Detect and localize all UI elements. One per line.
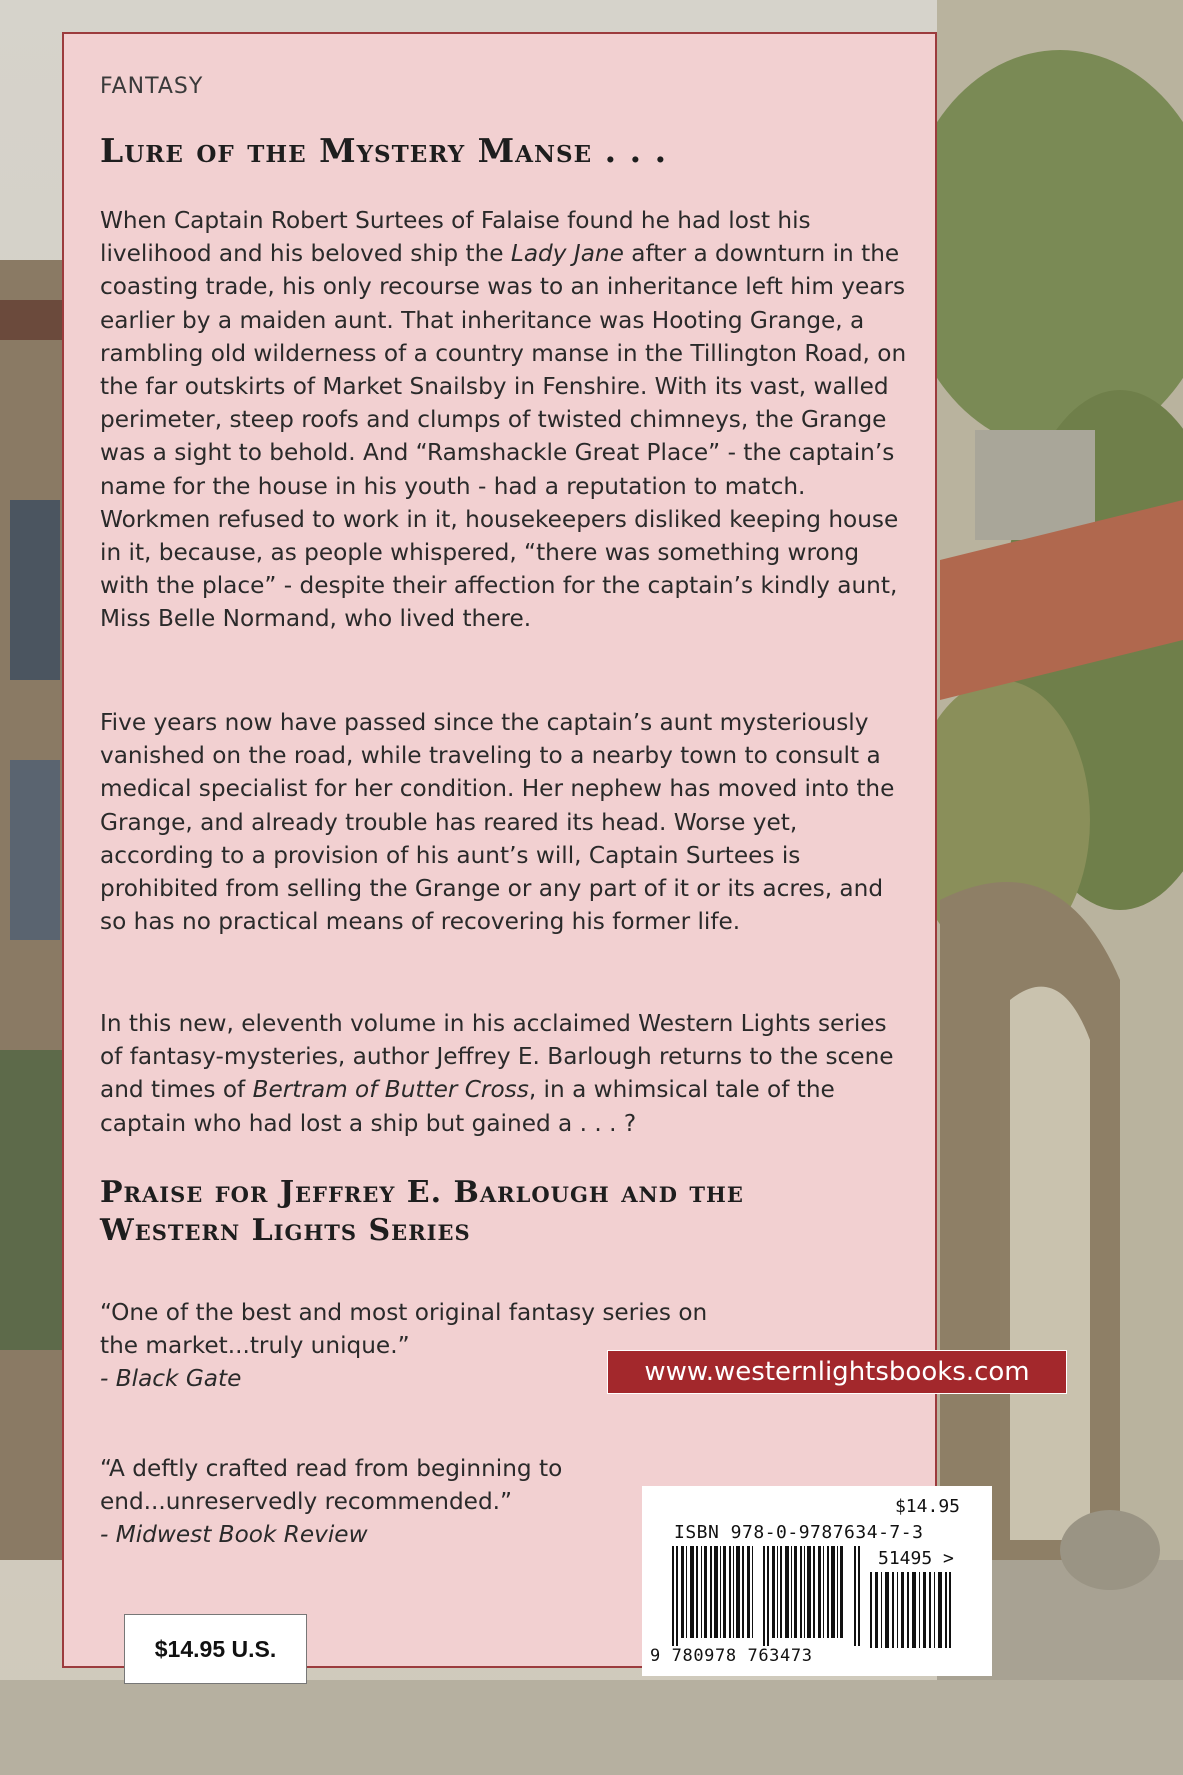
ship-name: Lady Jane [510, 240, 624, 268]
synopsis-text-a: When Captain Robert Surtees of Falaise found he had lost his livelihood and his beloved ship the [100, 207, 811, 268]
isbn-text: ISBN 978-0-9787634-7-3 [674, 1522, 924, 1543]
quote-source: - Black Gate [100, 1365, 242, 1393]
paragraph-3-text-b: , in a whimsical tale of the captain who had lost a ship but gained a . . . ? [100, 1076, 835, 1137]
quote-text: “A deftly crafted read from beginning to end...unreservedly recommended.” [100, 1455, 563, 1516]
barcode-digits: 9 780978 763473 [650, 1646, 813, 1666]
ean-barcode [672, 1546, 862, 1646]
website-banner[interactable]: www.westernlightsbooks.com [607, 1350, 1067, 1394]
paragraph-2-text: Five years now have passed since the captain’s aunt mysteriously vanished on the road, while traveling to a nearby town to consult a medical specialist for her condition. Her nephew has moved into the Grange, and already trouble has reared its head. Worse yet, according to a provision of his aunt’s will, Captain Surtees is prohibited from selling the Grange or any part of it or its acres, and so has no practical means of recovering his former life. [100, 709, 895, 936]
paragraph-3-text-a: In this new, eleventh volume in his acclaimed Western Lights series of fantasy-mysteries, author Jeffrey E. Barlough returns to the scene and times of [100, 1010, 894, 1104]
praise-heading: Praise for Jeffrey E. Barlough and the Western Lights Series [100, 1175, 744, 1248]
text-panel [62, 32, 937, 1668]
prior-book-title: Bertram of Butter Cross [252, 1076, 529, 1104]
quote-source: - Midwest Book Review [100, 1521, 368, 1549]
price-box: $14.95 U.S. [124, 1614, 307, 1684]
barcode-price: $14.95 [894, 1496, 960, 1517]
quote-text: “One of the best and most original fantasy series on the market...truly unique.” [100, 1299, 708, 1360]
synopsis-paragraph-1 [100, 204, 910, 636]
addon-code: 51495 > [878, 1548, 954, 1569]
genre-label: FANTASY [100, 74, 204, 99]
addon-barcode [870, 1572, 952, 1648]
headline: Lure of the Mystery Manse . . . [100, 131, 668, 170]
barcode-label [642, 1486, 992, 1676]
synopsis-paragraph-2 [100, 706, 910, 938]
synopsis-paragraph-3 [100, 1007, 910, 1140]
synopsis-text-b: after a downturn in the coasting trade, his only recourse was to an inheritance left him years earlier by a maiden aunt. That inheritance was Hooting Grange, a rambling old wilderness of a country manse in the Tillington Road, on the far outskirts of Market Snailsby in Fenshire. With its vast, walled perimeter, steep roofs and clumps of twisted chimneys, the Grange was a sight to behold. And “Ramshackle Great Place” - the captain’s name for the house in his youth - had a reputation to match. Workmen refused to work in it, housekeepers disliked keeping house in it, because, as people whispered, “there was something wrong with the place” - despite their affection for the captain’s kindly aunt, Miss Belle Normand, who lived there. [100, 240, 907, 633]
